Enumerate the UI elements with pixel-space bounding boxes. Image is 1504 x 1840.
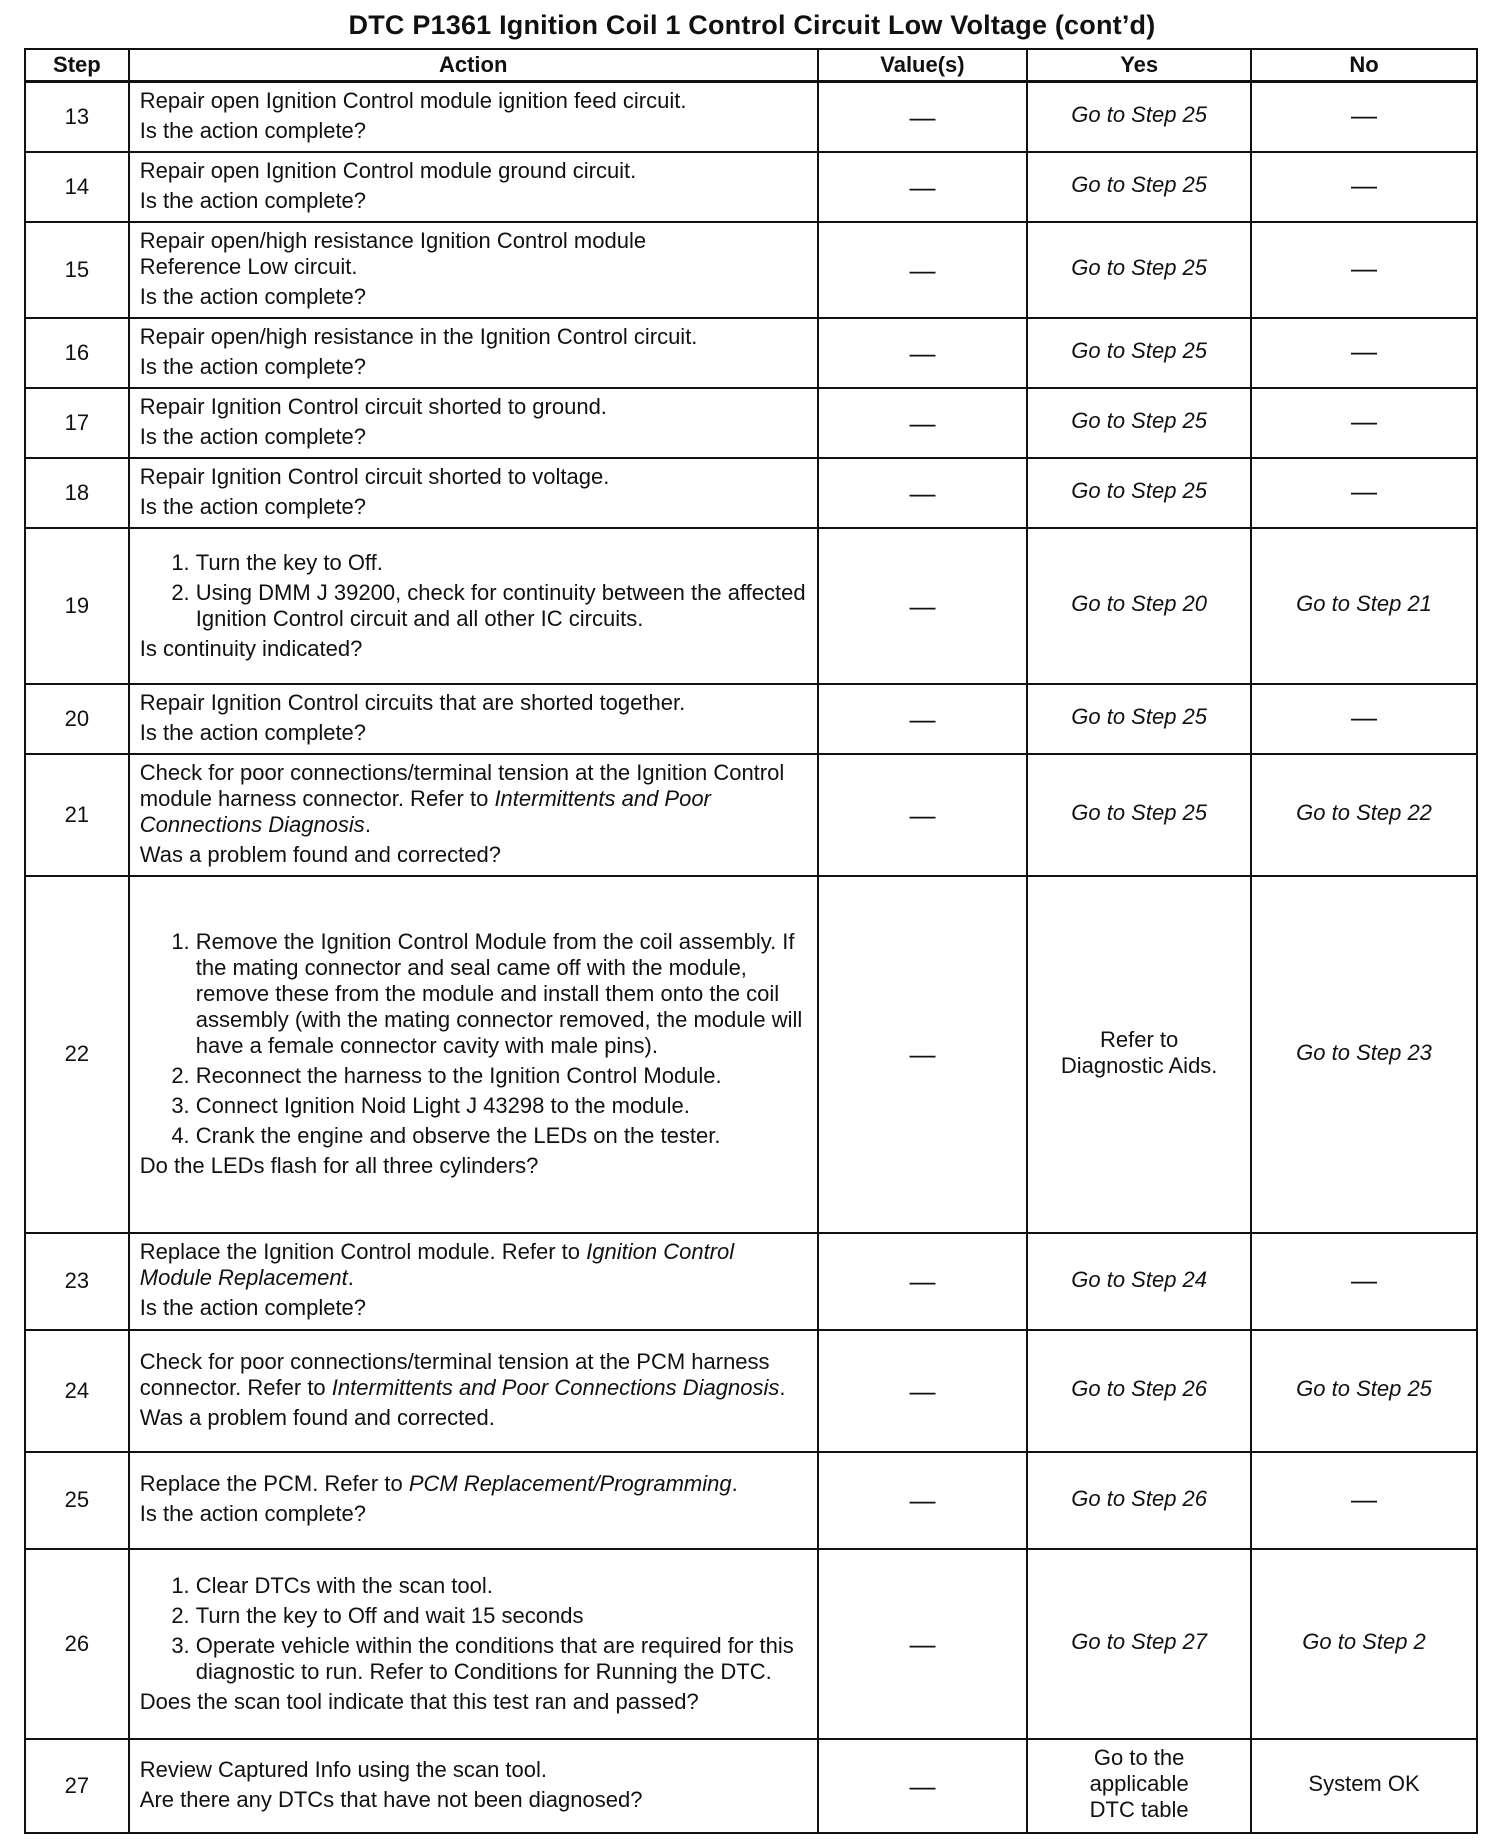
- yes-cell: Go to Step 26: [1027, 1330, 1251, 1452]
- yes-text: Diagnostic Aids.: [1060, 1052, 1218, 1078]
- step-number: 27: [25, 1739, 129, 1833]
- step-number: 24: [25, 1330, 129, 1452]
- table-row: [25, 1330, 1477, 1452]
- values-cell: —: [818, 222, 1028, 318]
- values-cell: —: [818, 684, 1028, 754]
- yes-cell: Go to Step 25: [1027, 222, 1251, 318]
- yes-cell: Go to Step 26: [1027, 1452, 1251, 1549]
- step-number: 20: [25, 684, 129, 754]
- list-item: 4. Crank the engine and observe the LEDs on the tester.: [196, 1123, 807, 1149]
- list-item: 3. Operate vehicle within the conditions that are required for this diagnostic to run. Refer to Conditions for Running the DTC.: [196, 1633, 807, 1685]
- step-number: 15: [25, 222, 129, 318]
- values-cell: —: [818, 1452, 1028, 1549]
- action-text: Repair Ignition Control circuit shorted to voltage.: [139, 463, 610, 489]
- values-cell: —: [818, 1330, 1028, 1452]
- punctuation: .: [347, 1265, 354, 1290]
- diagnostic-table: [24, 48, 1478, 1834]
- no-cell: System OK: [1251, 1739, 1477, 1833]
- table-row: [25, 458, 1477, 528]
- action-text: [140, 760, 807, 838]
- values-cell: —: [818, 1233, 1028, 1330]
- step-number: 13: [25, 82, 129, 152]
- action-text: [140, 1349, 807, 1401]
- action-text: Reference Low circuit.: [139, 253, 358, 279]
- action-cell: [129, 528, 818, 684]
- list-item: 3. Connect Ignition Noid Light J 43298 to the module.: [196, 1093, 807, 1119]
- step-number: 19: [25, 528, 129, 684]
- yes-cell: [1027, 876, 1251, 1233]
- no-cell: —: [1251, 222, 1477, 318]
- step-number: 18: [25, 458, 129, 528]
- yes-cell: Go to Step 25: [1027, 388, 1251, 458]
- no-cell: Go to Step 2: [1251, 1549, 1477, 1739]
- values-cell: —: [818, 528, 1028, 684]
- table-row: [25, 1233, 1477, 1330]
- yes-text: DTC table: [1089, 1797, 1189, 1822]
- yes-cell: Go to Step 25: [1027, 82, 1251, 152]
- no-cell: Go to Step 21: [1251, 528, 1477, 684]
- action-cell: [129, 876, 818, 1233]
- action-question: Do the LEDs flash for all three cylinders?: [139, 1153, 539, 1178]
- yes-text: applicable: [1089, 1771, 1189, 1796]
- no-cell: —: [1251, 82, 1477, 152]
- header-step: Step: [25, 49, 129, 82]
- action-question: Does the scan tool indicate that this test ran and passed?: [139, 1688, 699, 1714]
- action-cell: [129, 1452, 818, 1549]
- action-cell: [129, 1549, 818, 1739]
- no-cell: Go to Step 25: [1251, 1330, 1477, 1452]
- yes-cell: Go to Step 25: [1027, 684, 1251, 754]
- table-row: [25, 82, 1477, 152]
- table-row: [25, 222, 1477, 318]
- list-item: 2. Using DMM J 39200, check for continuity between the affected Ignition Control circuit and all other IC circuits.: [196, 580, 807, 632]
- values-cell: —: [818, 318, 1028, 388]
- values-cell: —: [818, 754, 1028, 876]
- action-question: Is the action complete?: [139, 283, 367, 309]
- no-cell: Go to Step 22: [1251, 754, 1477, 876]
- header-row: [25, 49, 1477, 82]
- action-question: Is the action complete?: [139, 1501, 367, 1526]
- action-text: Review Captured Info using the scan tool.: [139, 1756, 548, 1782]
- values-cell: —: [818, 1739, 1028, 1833]
- action-cell: [129, 1739, 818, 1833]
- action-text-body: Replace the PCM. Refer to: [139, 1471, 403, 1496]
- values-cell: —: [818, 82, 1028, 152]
- action-question: Are there any DTCs that have not been diagnosed?: [139, 1786, 643, 1812]
- procedure-list: [140, 550, 807, 632]
- table-row: [25, 1549, 1477, 1739]
- table-row: [25, 1452, 1477, 1549]
- page-title: DTC P1361 Ignition Coil 1 Control Circuit Low Voltage (cont’d): [348, 10, 1156, 40]
- yes-cell: Go to Step 24: [1027, 1233, 1251, 1330]
- list-item: 2. Reconnect the harness to the Ignition Control Module.: [196, 1063, 807, 1089]
- yes-cell: Go to Step 25: [1027, 754, 1251, 876]
- action-text: Repair Ignition Control circuit shorted to ground.: [139, 393, 607, 419]
- action-text-body: Check for poor connections/terminal tension at the PCM harness connector. Refer to: [139, 1348, 770, 1400]
- header-no: No: [1251, 49, 1477, 82]
- reference-link-text: Intermittents and Poor Connections Diagnosis: [331, 1374, 780, 1400]
- step-number: 17: [25, 388, 129, 458]
- action-question: Is the action complete?: [139, 353, 367, 379]
- action-cell: [129, 152, 818, 222]
- yes-cell: Go to Step 25: [1027, 318, 1251, 388]
- action-text-body: Replace the Ignition Control module. Refer to: [139, 1239, 581, 1264]
- step-number: 14: [25, 152, 129, 222]
- action-text: Repair Ignition Control circuits that are shorted together.: [139, 689, 686, 715]
- action-question: Is continuity indicated?: [139, 635, 363, 661]
- list-item: 1. Clear DTCs with the scan tool.: [196, 1573, 807, 1599]
- procedure-list: [140, 1573, 807, 1685]
- yes-cell: Go to Step 25: [1027, 458, 1251, 528]
- table-row: [25, 754, 1477, 876]
- action-cell: [129, 1330, 818, 1452]
- no-cell: —: [1251, 458, 1477, 528]
- no-cell: —: [1251, 684, 1477, 754]
- reference-link-text: Intermittents and Poor Connections Diagnosis: [139, 785, 711, 837]
- action-text: Repair open Ignition Control module ground circuit.: [139, 157, 637, 183]
- action-text: [140, 1239, 807, 1291]
- header-action: Action: [129, 49, 818, 82]
- table-row: [25, 152, 1477, 222]
- action-question: Is the action complete?: [139, 187, 367, 213]
- action-question: Was a problem found and corrected?: [139, 841, 501, 867]
- yes-cell: Go to Step 20: [1027, 528, 1251, 684]
- action-cell: [129, 1233, 818, 1330]
- step-number: 16: [25, 318, 129, 388]
- no-cell: —: [1251, 388, 1477, 458]
- no-cell: —: [1251, 152, 1477, 222]
- table-row: [25, 318, 1477, 388]
- action-cell: [129, 458, 818, 528]
- values-cell: —: [818, 876, 1028, 1233]
- header-yes: Yes: [1027, 49, 1251, 82]
- reference-link-text: PCM Replacement/Programming: [408, 1471, 732, 1496]
- list-item: 2. Turn the key to Off and wait 15 seconds: [196, 1603, 807, 1629]
- action-question: Was a problem found and corrected.: [139, 1404, 495, 1430]
- action-question: Is the action complete?: [139, 1295, 367, 1320]
- punctuation: .: [364, 811, 371, 837]
- step-number: 22: [25, 876, 129, 1233]
- no-cell: —: [1251, 318, 1477, 388]
- yes-cell: Go to Step 27: [1027, 1549, 1251, 1739]
- reference-link-text: Ignition Control Module Replacement: [139, 1239, 735, 1290]
- action-question: Is the action complete?: [139, 423, 367, 449]
- action-cell: [129, 388, 818, 458]
- action-text-body: Check for poor connections/terminal tension at the Ignition Control module harness connector. Refer to: [139, 759, 785, 811]
- values-cell: —: [818, 152, 1028, 222]
- step-number: 25: [25, 1452, 129, 1549]
- action-text: Repair open Ignition Control module ignition feed circuit.: [139, 87, 687, 113]
- yes-text: Refer to: [1100, 1026, 1179, 1052]
- step-number: 23: [25, 1233, 129, 1330]
- action-question: Is the action complete?: [139, 719, 367, 745]
- action-text: [140, 1471, 807, 1497]
- procedure-list: [140, 929, 807, 1149]
- action-cell: [129, 222, 818, 318]
- action-text: Repair open/high resistance Ignition Control module: [139, 227, 647, 253]
- action-question: Is the action complete?: [139, 117, 367, 143]
- table-row: [25, 684, 1477, 754]
- punctuation: .: [779, 1374, 786, 1400]
- yes-cell: [1027, 1739, 1251, 1833]
- values-cell: —: [818, 458, 1028, 528]
- action-cell: [129, 82, 818, 152]
- step-number: 26: [25, 1549, 129, 1739]
- yes-cell: Go to Step 25: [1027, 152, 1251, 222]
- table-row: [25, 1739, 1477, 1833]
- table-row: [25, 388, 1477, 458]
- punctuation: .: [731, 1471, 738, 1496]
- action-question: Is the action complete?: [139, 493, 367, 519]
- step-number: 21: [25, 754, 129, 876]
- values-cell: —: [818, 1549, 1028, 1739]
- table-row: [25, 876, 1477, 1233]
- action-text: Repair open/high resistance in the Ignition Control circuit.: [139, 323, 698, 349]
- action-cell: [129, 754, 818, 876]
- yes-text: Go to the: [1093, 1745, 1185, 1770]
- header-values: Value(s): [818, 49, 1028, 82]
- action-cell: [129, 318, 818, 388]
- no-cell: —: [1251, 1233, 1477, 1330]
- no-cell: —: [1251, 1452, 1477, 1549]
- action-cell: [129, 684, 818, 754]
- no-cell: Go to Step 23: [1251, 876, 1477, 1233]
- table-row: [25, 528, 1477, 684]
- list-item: 1. Remove the Ignition Control Module from the coil assembly. If the mating connector and seal came off with the module, remove these from the module and install them onto the coil assembly (with the mating connector removed, the module will have a female connector cavity with male pins).: [196, 929, 807, 1059]
- list-item: 1. Turn the key to Off.: [196, 550, 807, 576]
- values-cell: —: [818, 388, 1028, 458]
